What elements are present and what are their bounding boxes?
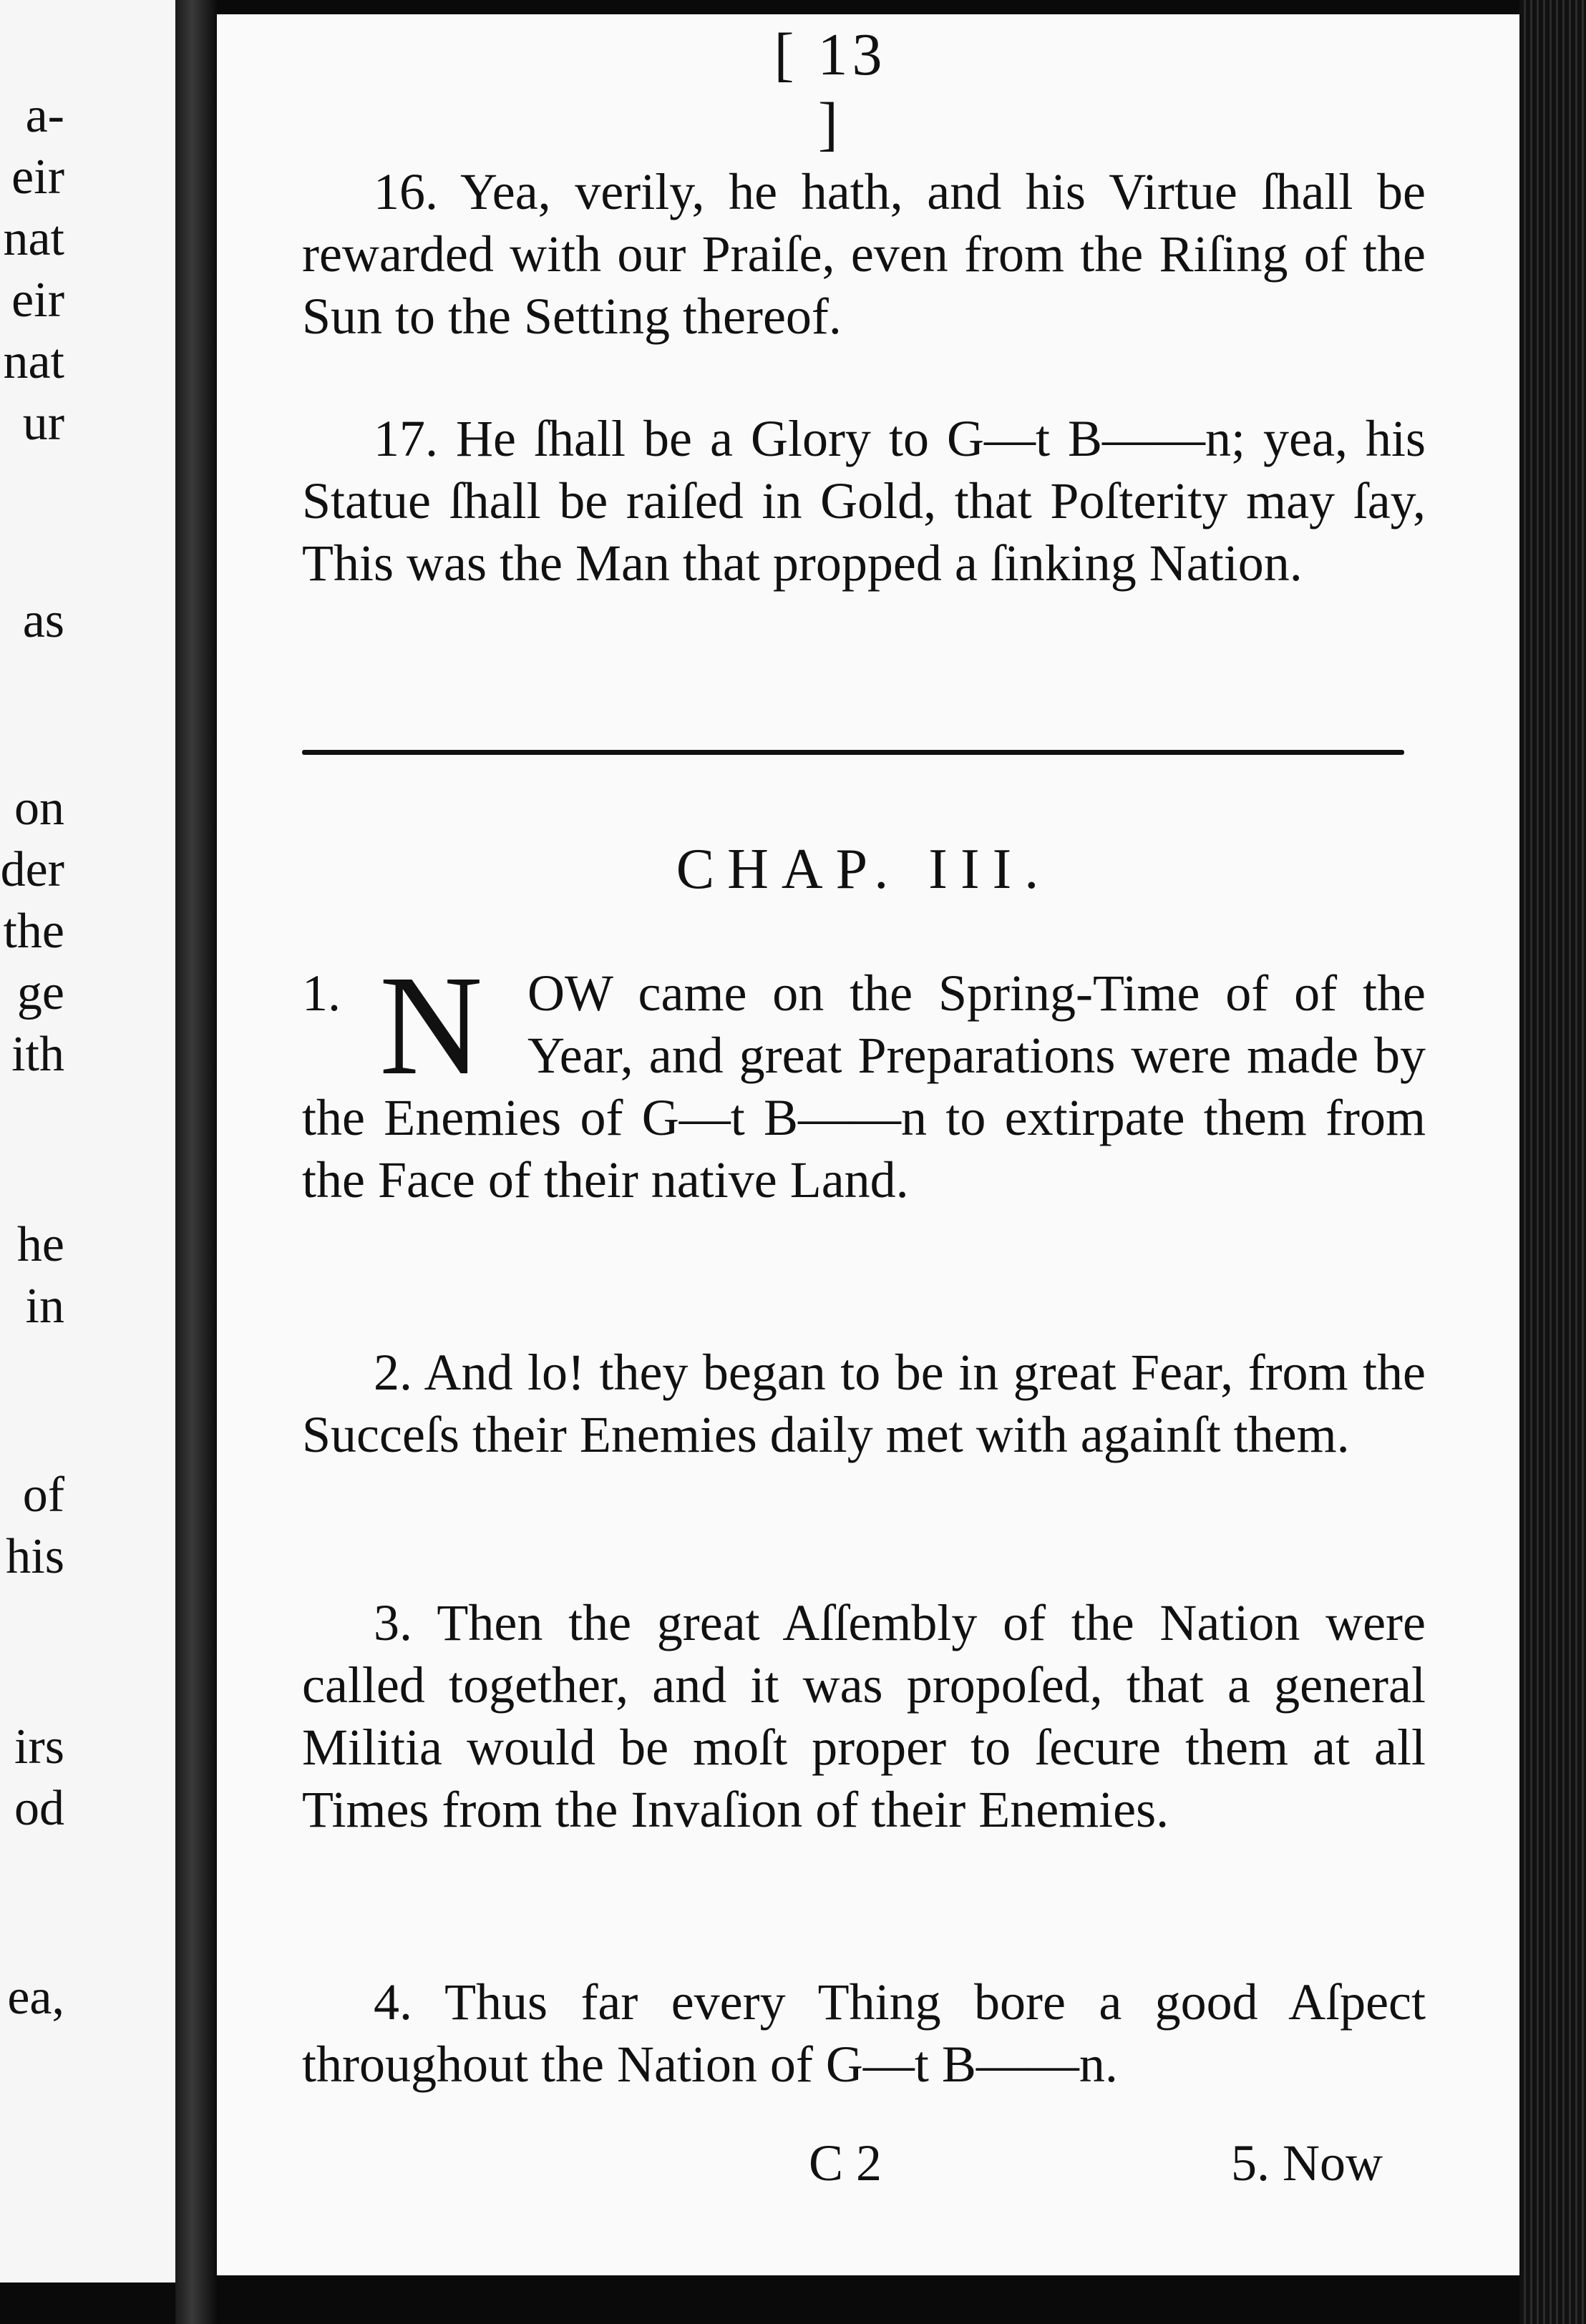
left-page-text-fragment: irs: [14, 1719, 64, 1774]
left-page-text-fragment: ur: [22, 396, 64, 451]
left-page-text-fragment: his: [6, 1529, 64, 1584]
verse-text: OW came on the Spring-Time of of the Year, and great Preparations were made by the Enemies of G—t B——n to extirpate them from the Face of their native Land.: [302, 965, 1426, 1209]
page-edges: [1519, 0, 1586, 2324]
verse-text: 17. He ſhall be a Glory to G—t B——n; yea, his Statue ſhall be raiſed in Gold, that Poſterity may ſay, This was the Man that propped a ſinking Nation.: [302, 410, 1426, 592]
left-page-text-fragment: nat: [3, 334, 64, 389]
left-page-text-fragment: a-: [25, 88, 64, 143]
left-page-text-fragment: the: [3, 904, 64, 959]
verse-2: [302, 1342, 1426, 1466]
verse-16: [302, 161, 1426, 348]
left-page-text-fragment: in: [25, 1279, 64, 1334]
page-number: [ 13 ]: [774, 21, 887, 157]
left-page-text-fragment: ea,: [7, 1970, 64, 2025]
verse-17: [302, 408, 1426, 595]
verse-3: [302, 1592, 1426, 1841]
signature-mark: C 2: [809, 2134, 882, 2192]
verse-1: [302, 947, 1426, 1263]
left-page-edge: [0, 0, 175, 2282]
left-page-text-fragment: on: [14, 781, 64, 836]
left-page-text-fragment: eir: [11, 273, 64, 328]
left-page-text-fragment: he: [16, 1217, 64, 1272]
verse-text: 4. Thus far every Thing bore a good Aſpect throughout the Nation of G—t B——n.: [302, 1973, 1426, 2093]
verse-text: 3. Then the great Aſſembly of the Nation were called together, and it was propoſed, that a general Militia would be moſt proper to ſecure them at all Times from the Invaſion of their Enemies.: [302, 1594, 1426, 1838]
left-page-text-fragment: of: [22, 1468, 64, 1523]
left-page-text-fragment: as: [22, 593, 64, 648]
verse-text: 2. And lo! they began to be in great Fear, from the Succeſs their Enemies daily met with againſt them.: [302, 1344, 1426, 1463]
left-page-text-fragment: ith: [11, 1027, 64, 1082]
left-page-text-fragment: nat: [3, 211, 64, 266]
left-page-text-fragment: od: [14, 1781, 64, 1836]
left-page-text-fragment: eir: [11, 150, 64, 205]
book-gutter: [175, 0, 217, 2324]
section-rule: [302, 750, 1404, 755]
left-page-text-fragment: der: [0, 842, 64, 897]
left-page-text-fragment: ge: [16, 965, 64, 1020]
drop-cap: N: [379, 947, 483, 1105]
verse-text: 16. Yea, verily, he hath, and his Virtue ſhall be rewarded with our Praiſe, even from the Riſing of the Sun to the Setting thereof.: [302, 163, 1426, 345]
verse-number: 1.: [302, 965, 341, 1022]
chapter-heading: CHAP. III.: [676, 838, 1052, 901]
verse-4: [302, 1971, 1426, 2096]
catchword: 5. Now: [1231, 2134, 1383, 2192]
